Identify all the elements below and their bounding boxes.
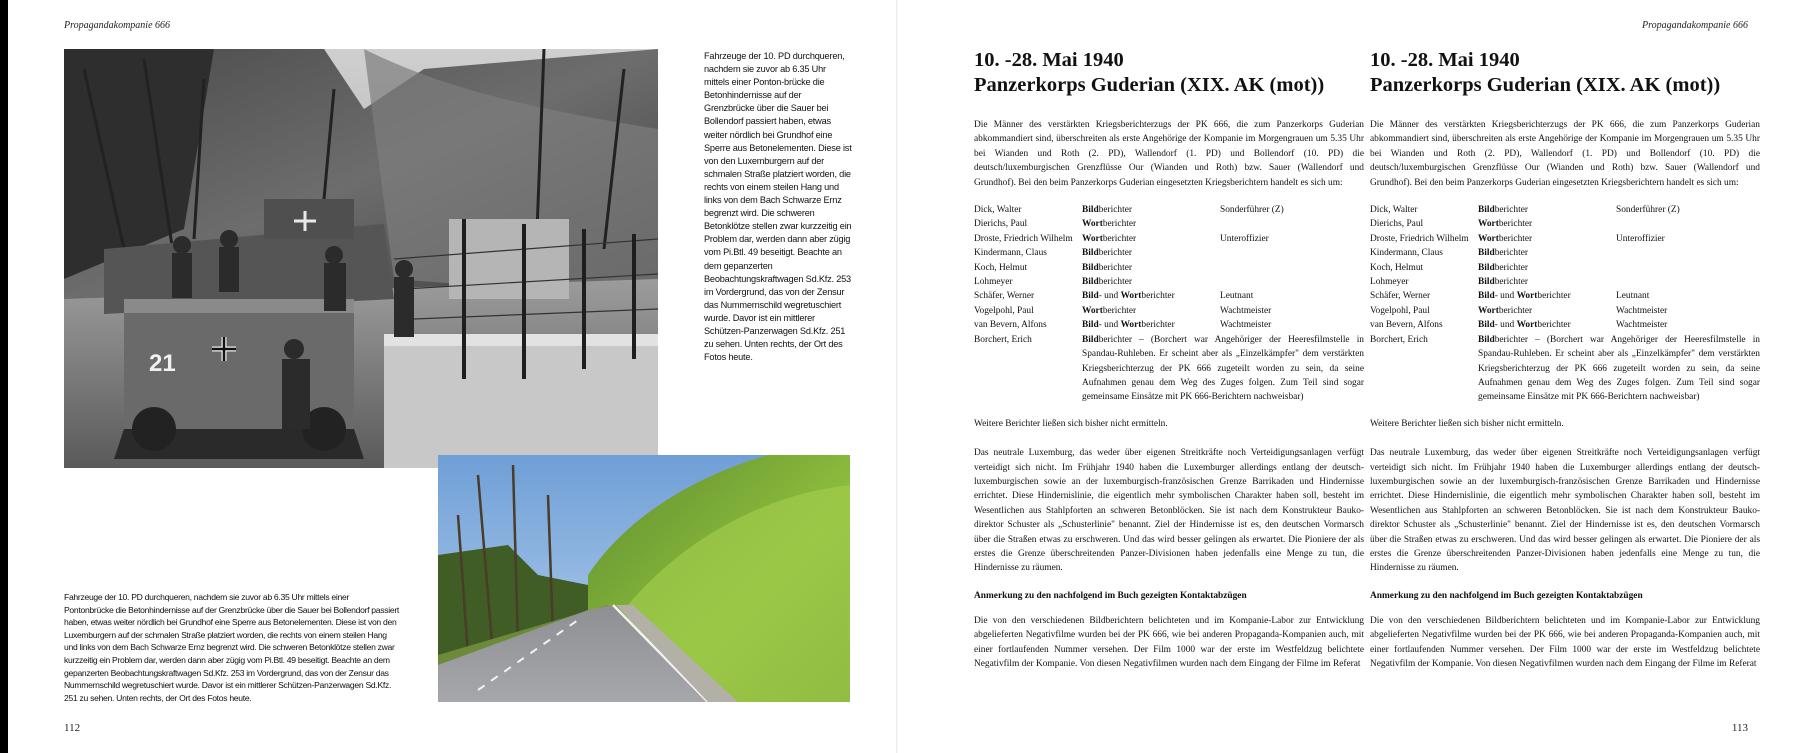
staff-rank: Wachtmeister — [1220, 305, 1272, 316]
staff-role: Bildberichter — [1478, 205, 1528, 216]
staff-name: Droste, Friedrich Wilhelm — [974, 233, 1073, 244]
staff-rank: Leutnant — [1616, 291, 1650, 302]
staff-rank: Leutnant — [1220, 291, 1254, 302]
staff-row — [974, 217, 1364, 231]
staff-role: Bildberichter — [1478, 262, 1528, 273]
staff-row — [1370, 304, 1760, 318]
staff-role: Wortberichter — [1478, 233, 1533, 244]
staff-role: Wortberichter — [1082, 305, 1137, 316]
page-number-left: 112 — [64, 722, 81, 734]
staff-role: Bildberichter – (Borchert war Angehöriger der Heeresfilmstelle in Spandau-Ruhleben. Er scheint aber als „Einzelkämpfer" dem verstärkten Kriegsberichterzug der PK 666 zugeteilt worden zu sein, da seine Aufnahmen genau dem Weg des Zuges folgen. Zum Teil sind sogar gemeinsame Einsätze mit PK 666-Berichtern nachweisbar) — [1478, 334, 1760, 403]
staff-role: Bild- und Wortberichter — [1082, 320, 1175, 331]
staff-list — [1370, 203, 1760, 405]
staff-role: Bild- und Wortberichter — [1082, 291, 1175, 302]
book-spread — [8, 0, 1800, 753]
text-column-1 — [974, 48, 1364, 686]
note-heading: Anmerkung zu den nachfolgend im Buch gezeigten Kontaktabzügen — [974, 590, 1247, 601]
historic-photo-drawing — [64, 49, 658, 468]
staff-name: Dick, Walter — [974, 205, 1022, 216]
staff-name: Droste, Friedrich Wilhelm — [1370, 233, 1469, 244]
staff-row — [1370, 232, 1760, 246]
staff-name: van Bevern, Alfons — [1370, 320, 1443, 331]
bottom-caption: Fahrzeuge der 10. PD durchqueren, nachdem sie zuvor ab 6.35 Uhr mittels einer Pontonbrücke die Betonhindernisse auf der Grenzbrücke über die Sauer bei Bollendorf passiert haben, etwas weiter nördlich bei Grundhof eine Sperre aus Betonelementen. Diese ist von den Luxemburgern auf der schmalen Straße platziert worden, die rechts von einem steilen Hang und links von dem Bach Schwarze Ernz begrenzt wird. Die schweren Betonklötze stellen zwar kurzzeitig ein Problem dar, werden dann aber zügig vom Pi.Btl. 49 beseitigt. Beachte an dem gepanzerten Beobachtungskraftwagen Sd.Kfz. 253 im Vordergrund, das von der Zensur das Nummernschild wegretuschiert wurde. Davor ist ein mittlerer Schützen-Panzerwagen Sd.Kfz. 251 zu sehen. Unten rechts, der Ort des Fotos heute. — [64, 592, 399, 703]
staff-name: Vogelpohl, Paul — [1370, 305, 1430, 316]
staff-row — [974, 203, 1364, 217]
chapter-title — [1370, 48, 1760, 98]
running-head-right: Propagandakompanie 666 — [1641, 20, 1748, 31]
chapter-title-line1: 10. -28. Mai 1940 — [1370, 49, 1520, 71]
note-heading: Anmerkung zu den nachfolgend im Buch gezeigten Kontaktabzügen — [1370, 590, 1643, 601]
staff-rank: Wachtmeister — [1220, 320, 1272, 331]
staff-role: Bildberichter — [1478, 277, 1528, 288]
staff-row — [1370, 289, 1760, 303]
staff-rank: Unteroffizier — [1616, 233, 1665, 244]
intro-paragraph: Die Männer des verstärkten Kriegsberichterzugs der PK 666, die zum Panzerkorps Guderian abkommandiert sind, überschreiten als erste Angehörige der Kompanie im Morgengrauen um 5.35 Uhr bei Wianden und Roth (2. PD), Wallendorf (1. PD) und Bollendorf (10. PD) die deutsch/luxemburgischen Grenzflüsse Our (Wianden und Roth) bzw. Sauer (Wallendorf und Grundhof). Bei den beim Panzerkorps Guderian eingesetzten Kriegsberichtern handelt es sich um: — [974, 120, 1364, 188]
staff-role: Bild- und Wortberichter — [1478, 291, 1571, 302]
staff-row-borchert — [1370, 333, 1760, 405]
staff-row — [974, 289, 1364, 303]
staff-rank — [1220, 217, 1364, 231]
luxembourg-paragraph: Das neutrale Luxemburg, das weder über eigenen Streitkräfte noch Verteidigungsanlagen verfügt verteidigt sich nicht. Im Frühjahr 1940 haben die Luxemburger allerdings entlang der deutsch-luxemburgischen sowie an der luxemburgisch-französischen Grenze Barrikaden und Hindernisse errichtet. Diese Hindernislinie, die eigentlich mehr symbolischen Charakter haben soll, besteht im Wesentlichen aus Stahlpforten an schweren Betonblöcken. Sie ist nach dem Konstrukteur Bauko-direktor Schuster als „Schusterlinie" benannt. Ziel der Hindernisse ist es, den deutschen Vormarsch über die Straßen etwas zu erschweren. Und das wird besser gelingen als erwartet. Die Pioniere der als erstes die Grenze überschreitenden Panzer-Divisionen haben jedenfalls eine Menge zu tun, die Hindernisse zu räumen. — [974, 448, 1364, 574]
staff-rank: Sonderführer (Z) — [1616, 205, 1680, 216]
chapter-title-line2: Panzerkorps Guderian (XIX. AK (mot)) — [974, 74, 1325, 96]
staff-name: Kindermann, Claus — [1370, 248, 1443, 259]
staff-row — [974, 246, 1364, 260]
luxembourg-paragraph: Das neutrale Luxemburg, das weder über eigenen Streitkräfte noch Verteidigungsanlagen verfügt verteidigt sich nicht. Im Frühjahr 1940 haben die Luxemburger allerdings entlang der deutsch-luxemburgischen sowie an der luxemburgisch-französischen Grenze Barrikaden und Hindernisse errichtet. Diese Hindernislinie, die eigentlich mehr symbolischen Charakter haben soll, besteht im Wesentlichen aus Stahlpforten an schweren Betonblöcken. Sie ist nach dem Konstrukteur Bauko-direktor Schuster als „Schusterlinie" benannt. Ziel der Hindernisse ist es, den deutschen Vormarsch über die Straßen etwas zu erschweren. Und das wird besser gelingen als erwartet. Die Pioniere der als erstes die Grenze überschreitenden Panzer-Divisionen haben jedenfalls eine Menge zu tun, die Hindernisse zu räumen. — [1370, 448, 1760, 574]
staff-row — [1370, 275, 1760, 289]
staff-row — [974, 275, 1364, 289]
staff-name: Lohmeyer — [1370, 277, 1409, 288]
staff-row — [1370, 318, 1760, 332]
staff-row — [1370, 217, 1760, 231]
note-paragraph: Die von den verschiedenen Bildberichtern belichteten und im Kompanie-Labor zur Entwicklung abgelieferten Negativfilme wurden bei der PK 666, wie bei anderen Propaganda-Kompanien auch, mit einer fortlaufenden Nummer versehen. Der Film 1000 war der erste im Westfeldzug belichtete Negativfilm der Kompanie. Von diesen Negativfilmen wurden nach dem Eingang der Filme im Referat — [974, 615, 1364, 669]
staff-rank — [1616, 261, 1760, 275]
staff-row — [974, 232, 1364, 246]
page-number-right: 113 — [1731, 722, 1748, 734]
staff-name: Vogelpohl, Paul — [974, 305, 1034, 316]
staff-role: Bildberichter – (Borchert war Angehöriger der Heeresfilmstelle in Spandau-Ruhleben. Er scheint aber als „Einzelkämpfer" dem verstärkten Kriegsberichterzug der PK 666 zugeteilt worden zu sein, da seine Aufnahmen genau dem Weg des Zuges folgen. Zum Teil sind sogar gemeinsame Einsätze mit PK 666-Berichtern nachweisbar) — [1082, 334, 1364, 403]
staff-name: Dierichs, Paul — [1370, 219, 1424, 230]
side-caption: Fahrzeuge der 10. PD durchqueren, nachdem sie zuvor ab 6.35 Uhr mittels einer Ponton-brücke die Betonhindernisse auf der Grenzbrücke über die Sauer bei Bollendorf passiert haben, etwas weiter nördlich bei Grundhof eine Sperre aus Betonelementen. Diese ist von den Luxemburgern auf der schmalen Straße platziert worden, die rechts von einem steilen Hang und links von dem Bach Schwarze Ernz begrenzt wird. Die schweren Betonklötze stellen zwar kurzzeitig ein Problem dar, werden dann aber zügig vom Pi.Btl. 49 beseitigt. Beachte an dem gepanzerten Beobachtungskraftwagen Sd.Kfz. 253 im Vordergrund, das von der Zensur das Nummernschild wegretuschiert wurde. Davor ist ein mittlerer Schützen-Panzerwagen Sd.Kfz. 251 zu sehen. Unten rechts, der Ort des Fotos heute. — [704, 51, 852, 363]
staff-row — [974, 318, 1364, 332]
modern-photo-drawing — [438, 455, 850, 702]
staff-row-borchert — [974, 333, 1364, 405]
staff-rank: Wachtmeister — [1616, 305, 1668, 316]
chapter-title-line1: 10. -28. Mai 1940 — [974, 49, 1124, 71]
staff-rank — [1616, 275, 1760, 289]
staff-row — [1370, 203, 1760, 217]
staff-name: Dierichs, Paul — [974, 219, 1028, 230]
staff-role: Bildberichter — [1082, 205, 1132, 216]
staff-list — [974, 203, 1364, 405]
staff-rank — [1220, 275, 1364, 289]
vehicle-number: 21 — [149, 350, 176, 377]
text-column-2 — [1370, 48, 1760, 686]
staff-row — [974, 261, 1364, 275]
staff-rank — [1616, 217, 1760, 231]
staff-name: Koch, Helmut — [974, 262, 1028, 273]
staff-rank: Sonderführer (Z) — [1220, 205, 1284, 216]
staff-role: Bildberichter — [1082, 248, 1132, 259]
staff-row — [1370, 261, 1760, 275]
staff-role: Wortberichter — [1082, 219, 1137, 230]
staff-row — [974, 304, 1364, 318]
staff-role: Bildberichter — [1082, 262, 1132, 273]
further-note: Weitere Berichter ließen sich bisher nicht ermitteln. — [974, 418, 1168, 429]
staff-row — [1370, 246, 1760, 260]
staff-name: Borchert, Erich — [974, 334, 1032, 345]
staff-rank: Wachtmeister — [1616, 320, 1668, 331]
modern-photo — [438, 455, 850, 702]
note-paragraph: Die von den verschiedenen Bildberichtern belichteten und im Kompanie-Labor zur Entwicklung abgelieferten Negativfilme wurden bei der PK 666, wie bei anderen Propaganda-Kompanien auch, mit einer fortlaufenden Nummer versehen. Der Film 1000 war der erste im Westfeldzug belichtete Negativfilm der Kompanie. Von diesen Negativfilmen wurden nach dem Eingang der Filme im Referat — [1370, 615, 1760, 669]
staff-name: Borchert, Erich — [1370, 334, 1428, 345]
staff-rank: Unteroffizier — [1220, 233, 1269, 244]
staff-role: Wortberichter — [1478, 305, 1533, 316]
historic-photo — [64, 49, 658, 468]
staff-role: Wortberichter — [1478, 219, 1533, 230]
staff-name: Dick, Walter — [1370, 205, 1418, 216]
staff-name: Koch, Helmut — [1370, 262, 1424, 273]
staff-name: Schäfer, Werner — [974, 291, 1035, 302]
staff-name: Lohmeyer — [974, 277, 1013, 288]
staff-role: Bildberichter — [1478, 248, 1528, 259]
staff-name: Kindermann, Claus — [974, 248, 1047, 259]
further-note: Weitere Berichter ließen sich bisher nicht ermitteln. — [1370, 418, 1564, 429]
chapter-title — [974, 48, 1364, 98]
staff-rank — [1616, 246, 1760, 260]
staff-name: van Bevern, Alfons — [974, 320, 1047, 331]
left-page — [8, 0, 898, 753]
intro-paragraph: Die Männer des verstärkten Kriegsberichterzugs der PK 666, die zum Panzerkorps Guderian abkommandiert sind, überschreiten als erste Angehörige der Kompanie im Morgengrauen um 5.35 Uhr bei Wianden und Roth (2. PD), Wallendorf (1. PD) und Bollendorf (10. PD) die deutsch/luxemburgischen Grenzflüsse Our (Wianden und Roth) bzw. Sauer (Wallendorf und Grundhof). Bei den beim Panzerkorps Guderian eingesetzten Kriegsberichtern handelt es sich um: — [1370, 120, 1760, 188]
staff-role: Bild- und Wortberichter — [1478, 320, 1571, 331]
running-head-left: Propagandakompanie 666 — [64, 20, 171, 31]
chapter-title-line2: Panzerkorps Guderian (XIX. AK (mot)) — [1370, 74, 1721, 96]
staff-role: Wortberichter — [1082, 233, 1137, 244]
staff-rank — [1220, 246, 1364, 260]
right-page — [898, 0, 1800, 753]
staff-role: Bildberichter — [1082, 277, 1132, 288]
staff-rank — [1220, 261, 1364, 275]
staff-name: Schäfer, Werner — [1370, 291, 1431, 302]
